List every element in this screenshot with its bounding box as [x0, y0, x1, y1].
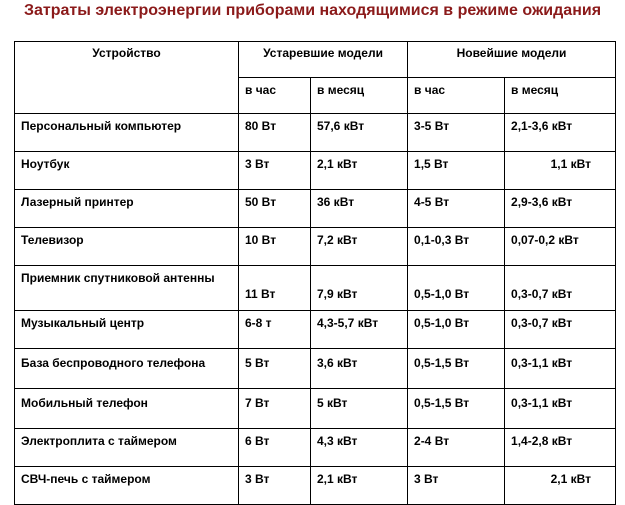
old-hour-cell: 3 Вт — [239, 467, 311, 505]
device-cell: СВЧ-печь с таймером — [15, 467, 239, 505]
new-hour-cell: 3-5 Вт — [408, 114, 505, 152]
header-row — [15, 42, 616, 78]
old-hour-cell: 6 Вт — [239, 429, 311, 467]
old-month-cell: 2,1 кВт — [311, 467, 408, 505]
old-hour-cell: 50 Вт — [239, 190, 311, 228]
device-cell: Музыкальный центр — [15, 311, 239, 349]
new-hour-cell: 1,5 Вт — [408, 152, 505, 190]
new-month-cell: 1,4-2,8 кВт — [505, 429, 616, 467]
subheader-old-month: в месяц — [311, 78, 408, 114]
energy-table — [14, 41, 616, 505]
old-month-cell: 57,6 кВт — [311, 114, 408, 152]
old-month-cell: 2,1 кВт — [311, 152, 408, 190]
table-row — [15, 190, 616, 228]
new-month-cell: 0,3-1,1 кВт — [505, 349, 616, 389]
new-hour-cell: 2-4 Вт — [408, 429, 505, 467]
table-row — [15, 429, 616, 467]
old-hour-cell: 80 Вт — [239, 114, 311, 152]
page-title: Затраты электроэнергии приборами находящимися в режиме ожидания — [23, 2, 602, 19]
table-row — [15, 114, 616, 152]
new-month-cell: 0,3-0,7 кВт — [505, 266, 616, 311]
old-month-cell: 4,3-5,7 кВт — [311, 311, 408, 349]
subheader-new-hour: в час — [408, 78, 505, 114]
device-cell: Телевизор — [15, 228, 239, 266]
new-hour-cell: 0,5-1,5 Вт — [408, 349, 505, 389]
table-row — [15, 389, 616, 429]
old-hour-cell: 5 Вт — [239, 349, 311, 389]
new-month-cell: 0,07-0,2 кВт — [505, 228, 616, 266]
new-month-cell: 2,1-3,6 кВт — [505, 114, 616, 152]
device-cell: Мобильный телефон — [15, 389, 239, 429]
header-device: Устройство — [15, 42, 239, 114]
device-cell: Персональный компьютер — [15, 114, 239, 152]
old-month-cell: 7,9 кВт — [311, 266, 408, 311]
table-row — [15, 228, 616, 266]
old-month-cell: 3,6 кВт — [311, 349, 408, 389]
table-row — [15, 152, 616, 190]
device-cell: Электроплита с таймером — [15, 429, 239, 467]
table-row — [15, 467, 616, 505]
old-hour-cell: 10 Вт — [239, 228, 311, 266]
old-hour-cell: 11 Вт — [239, 266, 311, 311]
old-month-cell: 7,2 кВт — [311, 228, 408, 266]
new-hour-cell: 0,5-1,0 Вт — [408, 311, 505, 349]
device-cell: База беспроводного телефона — [15, 349, 239, 389]
new-hour-cell: 0,5-1,0 Вт — [408, 266, 505, 311]
new-month-cell: 0,3-0,7 кВт — [505, 311, 616, 349]
old-hour-cell: 7 Вт — [239, 389, 311, 429]
table-row — [15, 349, 616, 389]
new-hour-cell: 0,1-0,3 Вт — [408, 228, 505, 266]
old-hour-cell: 6-8 т — [239, 311, 311, 349]
new-month-cell: 0,3-1,1 кВт — [505, 389, 616, 429]
old-month-cell: 5 кВт — [311, 389, 408, 429]
new-month-cell: 2,1 кВт — [505, 467, 616, 505]
subheader-old-hour: в час — [239, 78, 311, 114]
new-hour-cell: 0,5-1,5 Вт — [408, 389, 505, 429]
old-month-cell: 36 кВт — [311, 190, 408, 228]
header-old-models: Устаревшие модели — [239, 42, 408, 78]
device-cell: Приемник спутниковой антенны — [15, 266, 239, 311]
table-row — [15, 311, 616, 349]
header-new-models: Новейшие модели — [408, 42, 616, 78]
new-hour-cell: 4-5 Вт — [408, 190, 505, 228]
table-row — [15, 266, 616, 311]
old-month-cell: 4,3 кВт — [311, 429, 408, 467]
subheader-new-month: в месяц — [505, 78, 616, 114]
old-hour-cell: 3 Вт — [239, 152, 311, 190]
device-cell: Лазерный принтер — [15, 190, 239, 228]
new-month-cell: 1,1 кВт — [505, 152, 616, 190]
new-month-cell: 2,9-3,6 кВт — [505, 190, 616, 228]
device-cell: Ноутбук — [15, 152, 239, 190]
new-hour-cell: 3 Вт — [408, 467, 505, 505]
